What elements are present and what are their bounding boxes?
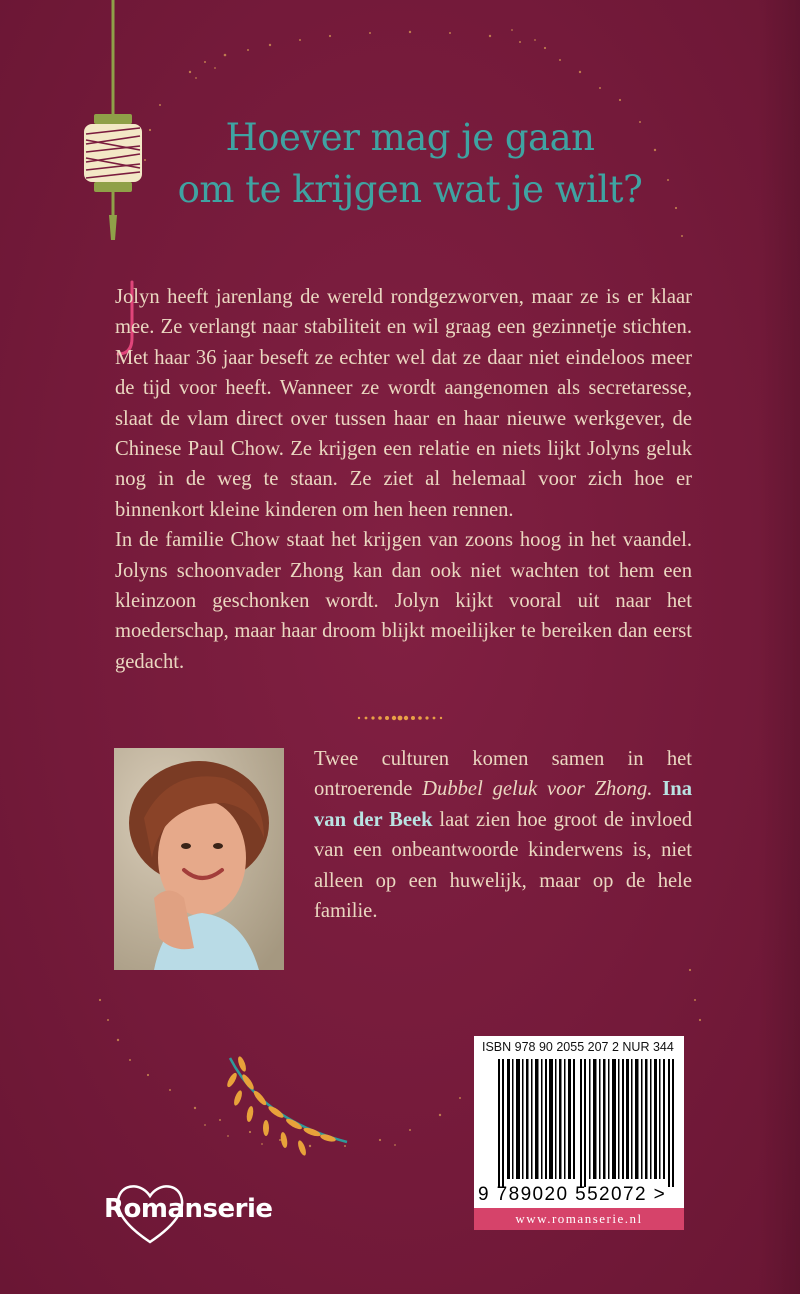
dotted-divider — [355, 712, 445, 724]
publisher-logo — [104, 1180, 294, 1250]
isbn-text: ISBN 978 90 2055 207 2 NUR 344 — [482, 1040, 674, 1054]
author-bio — [314, 744, 692, 926]
tagline — [150, 112, 670, 216]
bio-book-title: Dubbel geluk voor Zhong. — [422, 778, 653, 801]
bio-intro: Twee culturen komen samen in het ontroerende — [314, 748, 692, 801]
leaf-branch-illustration — [222, 1050, 352, 1160]
tagline-line-2: om te krijgen wat je wilt? — [177, 168, 643, 211]
blurb-paragraph-2: In de familie Chow staat het krijgen van zoons hoog in het vaandel. Jolyns schoonvader Zhong kan dan ook niet wachten tot hem een kleinzoon geschonken wordt. Jolyn kijkt vooral uit naar het moederschap, maar haar droom blijkt moeilijker te bereiken dan eerst gedacht. — [115, 529, 692, 673]
bio-rest: laat zien hoe groot de invloed van een onbeantwoorde kinderwens is, niet alleen op een huwelijk, maar op de hele familie. — [314, 808, 693, 923]
blurb-paragraph-1: Jolyn heeft jarenlang de wereld rondgezworven, maar ze is er klaar mee. Ze verlangt naar stabiliteit en wil graag een gezinnetje stichten. Met haar 36 jaar beseft ze echter wel dat ze daar niet eindeloos meer de tijd voor heeft. Wanneer ze wordt aangenomen als secretaresse, slaat de vlam direct over tussen haar en haar nieuwe werkgever, de Chinese Paul Chow. Ze krijgen een relatie en niets lijkt Jolyns geluk nog in de weg te staan. Ze ziet al helemaal voor zich hoe er binnenkort kleine kinderen om hen heen rennen. — [115, 286, 692, 521]
publisher-logo-text: Romanserie — [104, 1194, 273, 1224]
blurb-text — [115, 282, 692, 677]
bio-author-name: Ina van der Beek — [314, 778, 692, 831]
lantern-illustration — [78, 0, 148, 250]
barcode-bars — [498, 1059, 674, 1187]
author-photo — [114, 748, 284, 970]
barcode-panel — [474, 1036, 684, 1228]
tagline-line-1: Hoever mag je gaan — [225, 116, 595, 159]
barcode-digits: 9 789020 552072 > — [478, 1184, 667, 1205]
website-url[interactable]: www.romanserie.nl — [474, 1208, 684, 1230]
spine-shadow — [758, 0, 800, 1294]
